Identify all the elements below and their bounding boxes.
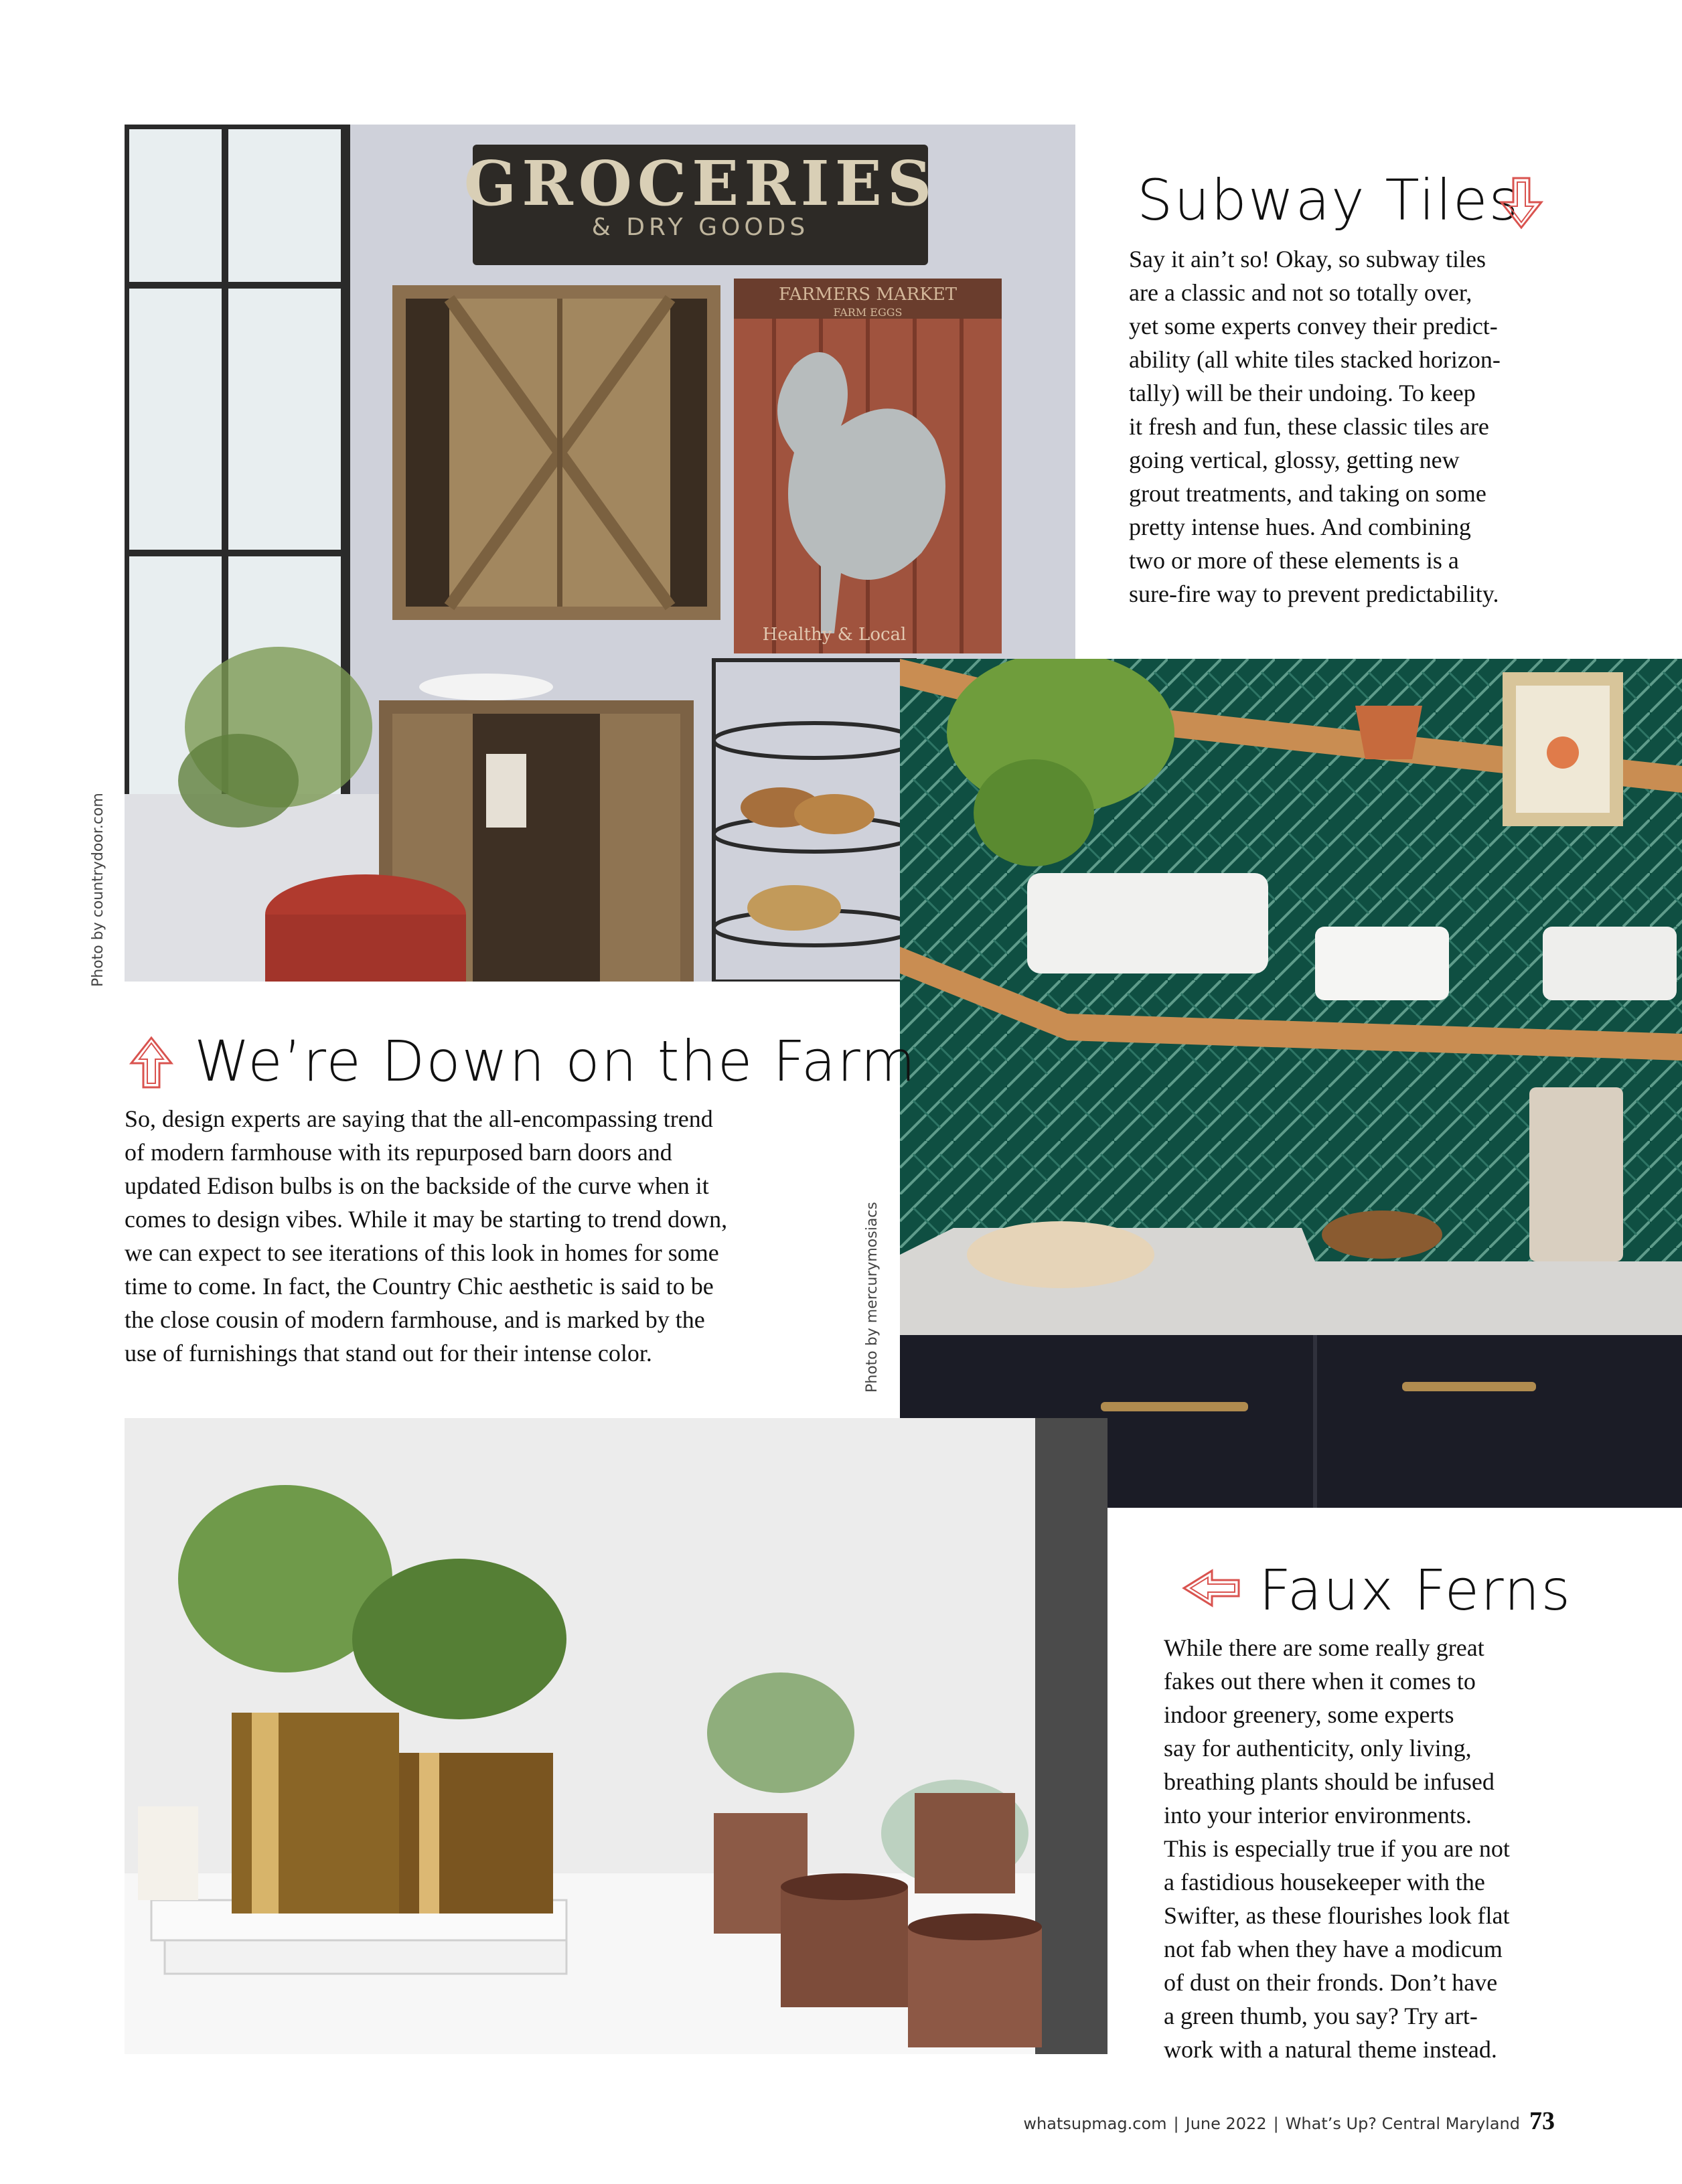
green-tile-kitchen-art [900,659,1682,1508]
footer-separator: | [1273,2114,1279,2133]
faux-ferns-body: While there are some really great fakes out there when it comes to indoor greenery, some experts say for authenticity, only living, breathing plants should be infused into your interior environments. This is especially true if you are not a fastidious housekeeper with the Swifter, as these flourishes look flat not fab when they have a modicum of dust on their fronds. Don’t have a green thumb, you say? Try art- work with a natural theme instead. [1164,1634,1510,2063]
footer-site: whatsupmag.com [1023,2114,1167,2133]
healthy-local-text: Healthy & Local [762,625,907,645]
arrow-down-outline-icon [1497,175,1545,232]
subway-tiles-heading [1137,167,1519,233]
down-on-the-farm-heading-text: We’re Down on the Farm [194,1028,917,1094]
tile-photo-credit: Photo by mercurymosiacs [864,1202,881,1393]
farm-eggs-text: FARM EGGS [833,306,903,319]
arrow-left-outline-icon [1181,1568,1241,1608]
farmhouse-photo-credit: Photo by countrydoor.com [90,793,106,987]
subway-tiles-body: Say it ain’t so! Okay, so subway tiles are a classic and not so totally over, yet some experts convey their predict- ability (all white tiles stacked horizon- tally) will be their undoing. To keep it fresh and fun, these classic tiles are going vertical, glossy, getting new grout treatments, and taking on some pretty intense hues. And combining two or more of these elements is a sure-fire way to prevent predictability. [1129,246,1501,607]
page-footer [1023,2106,1555,2136]
potted-plants-photo [125,1418,1107,2054]
subway-tiles-heading-text: Subway Tiles [1137,167,1520,233]
groceries-sign-text: GROCERIES [463,147,937,220]
farmers-market-text: FARMERS MARKET [778,285,958,305]
page-number: 73 [1529,2107,1555,2135]
footer-separator: | [1173,2114,1179,2133]
dry-goods-sign-text: & DRY GOODS [591,214,810,241]
down-on-the-farm-body: So, design experts are saying that the all-encompassing trend of modern farmhouse with its repurposed barn doors and updated Edison bulbs is on the backside of the curve when it comes to design vibes. While it may be starting to trend down, we can expect to see iterations of this look in homes for some time to come. In fact, the Country Chic aesthetic is said to be the close cousin of modern farmhouse, and is marked by the use of furnishings that stand out for their intense color. [125,1105,728,1367]
faux-ferns-heading [1259,1557,1572,1623]
green-tile-kitchen-photo [900,659,1682,1508]
faux-ferns-heading-text: Faux Ferns [1259,1557,1572,1623]
footer-issue: June 2022 [1185,2114,1267,2133]
arrow-up-outline-icon [127,1034,175,1090]
footer-publication: What’s Up? Central Maryland [1285,2114,1520,2133]
potted-plants-art [125,1418,1107,2054]
down-on-the-farm-heading [194,1028,917,1094]
curtain [1035,1418,1107,2054]
